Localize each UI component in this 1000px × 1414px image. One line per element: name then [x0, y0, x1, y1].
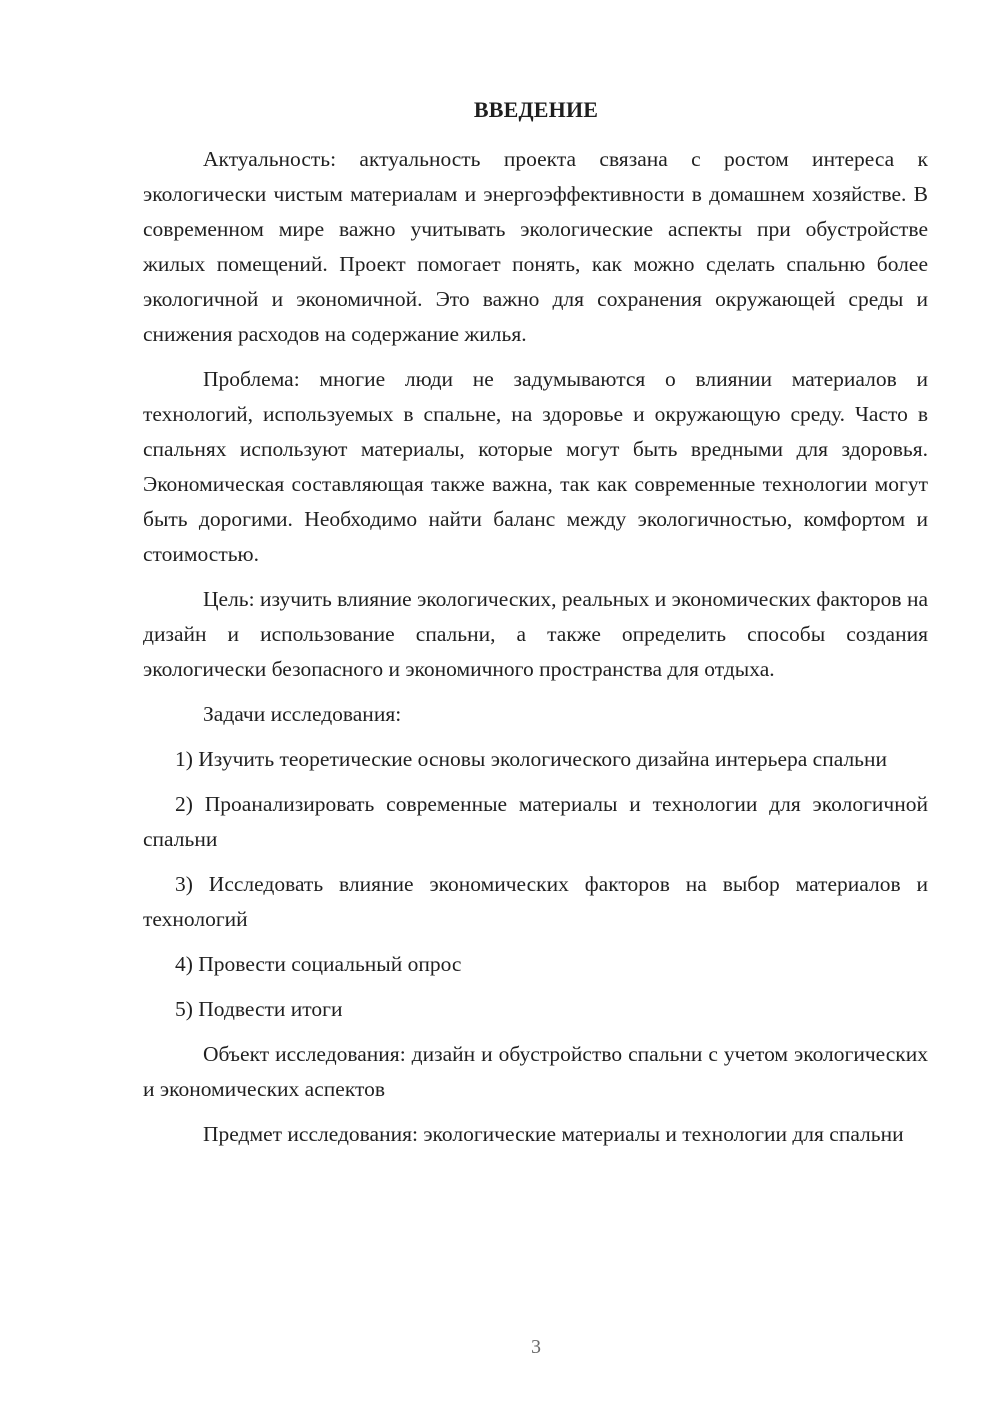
tasks-heading: Задачи исследования: — [203, 702, 402, 726]
list-item: 3) Исследовать влияние экономических факторов на выбор материалов и технологий — [143, 872, 928, 931]
subject-paragraph: Предмет исследования: экологические материалы и технологии для спальни — [203, 1122, 904, 1146]
problem-paragraph: Проблема: многие люди не задумываются о влиянии материалов и технологий, используемых в спальне, на здоровье и окружающую среду. Часто в спальнях используют материалы, которые могут быть вредными для здоровья. Экономическая составляющая также важна, так как современные технологии могут быть дорогими. Необходимо найти баланс между экологичностью, комфортом и стоимостью. — [143, 367, 928, 566]
list-item: 4) Провести социальный опрос — [175, 952, 462, 976]
goal-paragraph: Цель: изучить влияние экологических, реальных и экономических факторов на дизайн и использование спальни, а также определить способы создания экологически безопасного и экономичного пространства для отдыха. — [143, 587, 928, 681]
tasks-list — [143, 742, 928, 1027]
page-number: 3 — [531, 1336, 541, 1358]
list-item: 1) Изучить теоретические основы экологического дизайна интерьера спальни — [175, 747, 887, 771]
object-paragraph: Объект исследования: дизайн и обустройство спальни с учетом экологических и экономических аспектов — [143, 1042, 928, 1101]
list-item: 2) Проанализировать современные материалы и технологии для экологичной спальни — [143, 792, 928, 851]
list-item: 5) Подвести итоги — [175, 997, 343, 1021]
relevance-paragraph: Актуальность: актуальность проекта связана с ростом интереса к экологически чистым материалам и энергоэффективности в домашнем хозяйстве. В современном мире важно учитывать экологические аспекты при обустройстве жилых помещений. Проект помогает понять, как можно сделать спальню более экологичной и экономичной. Это важно для сохранения окружающей среды и снижения расходов на содержание жилья. — [143, 147, 928, 346]
document-body — [143, 142, 928, 1162]
page-title: ВВЕДЕНИЕ — [473, 97, 599, 122]
